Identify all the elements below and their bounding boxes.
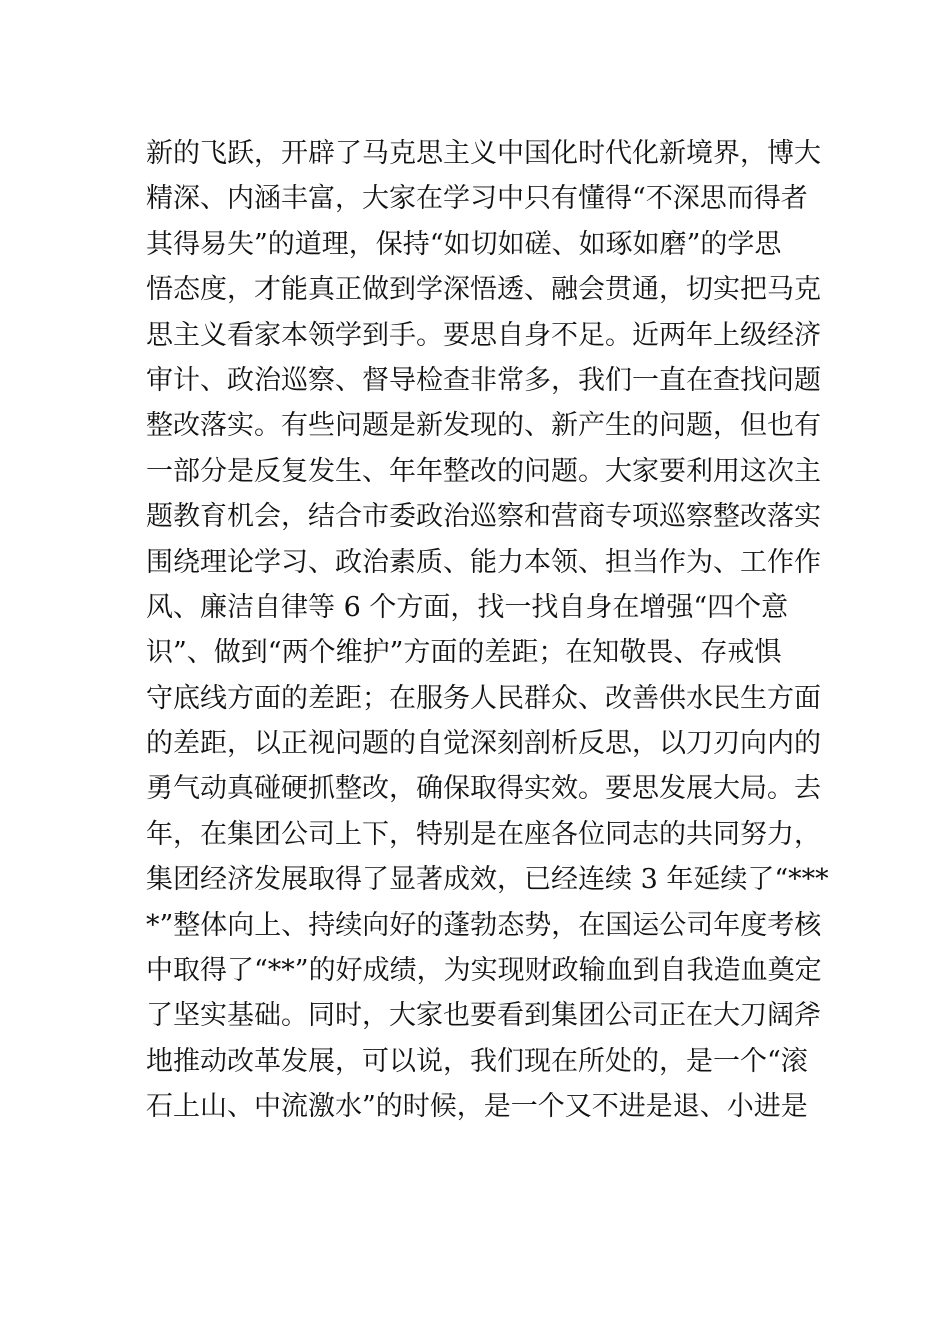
text-line: 精深、内涵丰富，大家在学习中只有懂得“不深思而得者	[146, 183, 808, 215]
text-line: 其得易失”的道理，保持“如切如磋、如琢如磨”的学思	[146, 228, 782, 260]
text-line: 审计、政治巡察、督导检查非常多，我们一直在查找问题	[146, 364, 821, 396]
text-line: 识”、做到“两个维护”方面的差距；在知敬畏、存戒惧	[146, 637, 782, 669]
text-line: 年，在集团公司上下，特别是在座各位同志的共同努力，	[146, 818, 821, 850]
text-line: 整改落实。有些问题是新发现的、新产生的问题，但也有	[146, 410, 821, 442]
body-text	[146, 131, 829, 1130]
text-line: 一部分是反复发生、年年整改的问题。大家要利用这次主	[146, 455, 821, 487]
text-line: 风、廉洁自律等 6 个方面，找一找自身在增强“四个意	[146, 591, 789, 623]
text-line: 守底线方面的差距；在服务人民群众、改善供水民生方面	[146, 682, 821, 714]
text-line: 围绕理论学习、政治素质、能力本领、担当作为、工作作	[146, 546, 821, 578]
text-line: 了坚实基础。同时，大家也要看到集团公司正在大刀阔斧	[146, 1000, 821, 1032]
text-line: 新的飞跃，开辟了马克思主义中国化时代化新境界，博大	[146, 138, 821, 169]
text-line: 勇气动真碰硬抓整改，确保取得实效。要思发展大局。去	[146, 773, 821, 805]
text-line: 地推动改革发展，可以说，我们现在所处的，是一个“滚	[146, 1045, 808, 1077]
text-line: 悟态度，才能真正做到学深悟透、融会贯通，切实把马克	[146, 274, 821, 306]
text-line: 石上山、中流激水”的时候，是一个又不进是退、小进是	[146, 1091, 808, 1123]
text-line: 题教育机会，结合市委政治巡察和营商专项巡察整改落实	[146, 501, 821, 533]
text-line: 中取得了“**”的好成绩，为实现财政输血到自我造血奠定	[146, 955, 822, 987]
text-line: 思主义看家本领学到手。要思自身不足。近两年上级经济	[146, 319, 821, 351]
text-line: *”整体向上、持续向好的蓬勃态势，在国运公司年度考核	[146, 909, 822, 941]
text-line: 集团经济发展取得了显著成效，已经连续 3 年延续了“***	[146, 864, 829, 896]
text-line: 的差距，以正视问题的自觉深刻剖析反思，以刀刃向内的	[146, 728, 821, 760]
